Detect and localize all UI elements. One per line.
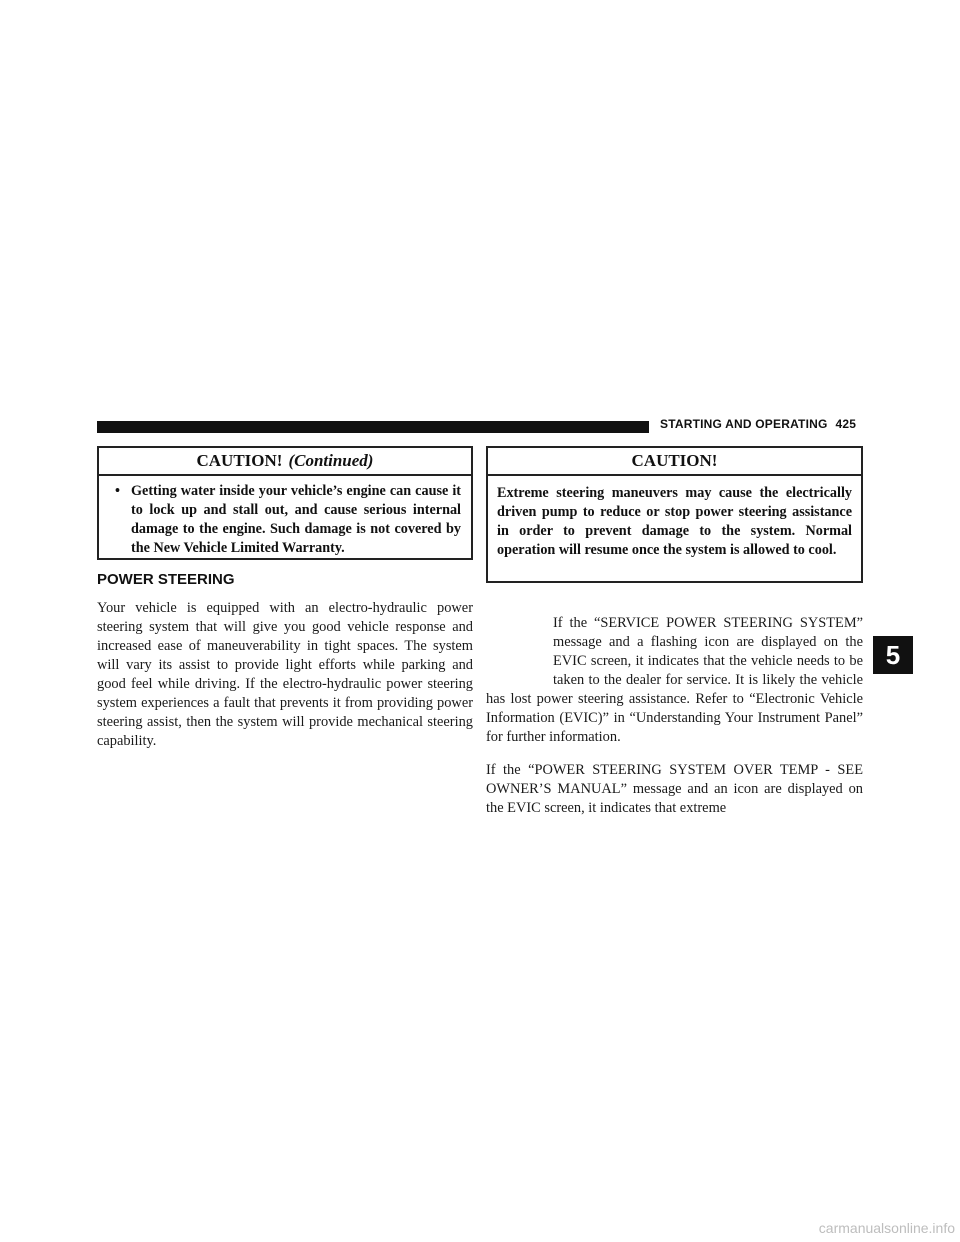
caution-body — [99, 476, 471, 558]
overtemp-paragraph: If the “POWER STEERING SYSTEM OVER TEMP - SEE OWNER’S MANUAL” message and an icon are displayed on the EVIC screen, it indicates that extreme — [486, 762, 863, 816]
caution-box-steering — [486, 446, 863, 583]
caution-title — [488, 448, 861, 476]
header-section-title: STARTING AND OPERATING — [660, 417, 828, 431]
caution-text: Getting water inside your vehicle’s engine can cause it to lock up and stall out, and cause serious internal damage to the engine. Such damage is not covered by the New Vehicle Limited Warranty. — [131, 483, 461, 556]
service-steering-text: If the “SERVICE POWER STEERING SYSTEM” message and a flashing icon are displayed on the EVIC screen, it indicates that the vehicle needs to be taken to the dealer for service. It is likely the vehicle has lost power steering assistance. Refer to “Electronic Vehicle Information (EVIC)” in “Understanding Your Instrument Panel” for further information. — [486, 615, 863, 745]
caution-label: CAUTION! — [631, 451, 718, 470]
power-steering-paragraph: Your vehicle is equipped with an electro-hydraulic power steering system that will give you good vehicle response and increased ease of maneuverability in tight spaces. The system will vary its assist to provide light efforts while parking and good feel while driving. If the electro-hydraulic power steering system experiences a fault that prevents it from providing power steering assist, then the system will provide mechanical steering capability. — [97, 600, 473, 749]
power-steering-warning-icon — [486, 614, 550, 690]
caution-body: Extreme steering maneuvers may cause the electrically driven pump to reduce or stop power steering assistance in order to prevent damage to the system. Normal operation will resume once the system is allowed to cool. — [497, 485, 852, 558]
caution-title — [99, 448, 471, 476]
watermark: carmanualsonline.info — [818, 1220, 955, 1236]
caution-box-continued — [97, 446, 473, 560]
page-number: 425 — [835, 417, 857, 431]
running-header — [660, 417, 865, 437]
continued-label: (Continued) — [288, 451, 374, 470]
caution-label: CAUTION! — [196, 451, 283, 470]
bullet-icon: • — [115, 483, 120, 499]
section-heading-power-steering: POWER STEERING — [97, 571, 235, 588]
chapter-tab: 5 — [873, 636, 913, 674]
header-rule — [97, 421, 649, 433]
service-steering-paragraph — [486, 614, 863, 747]
